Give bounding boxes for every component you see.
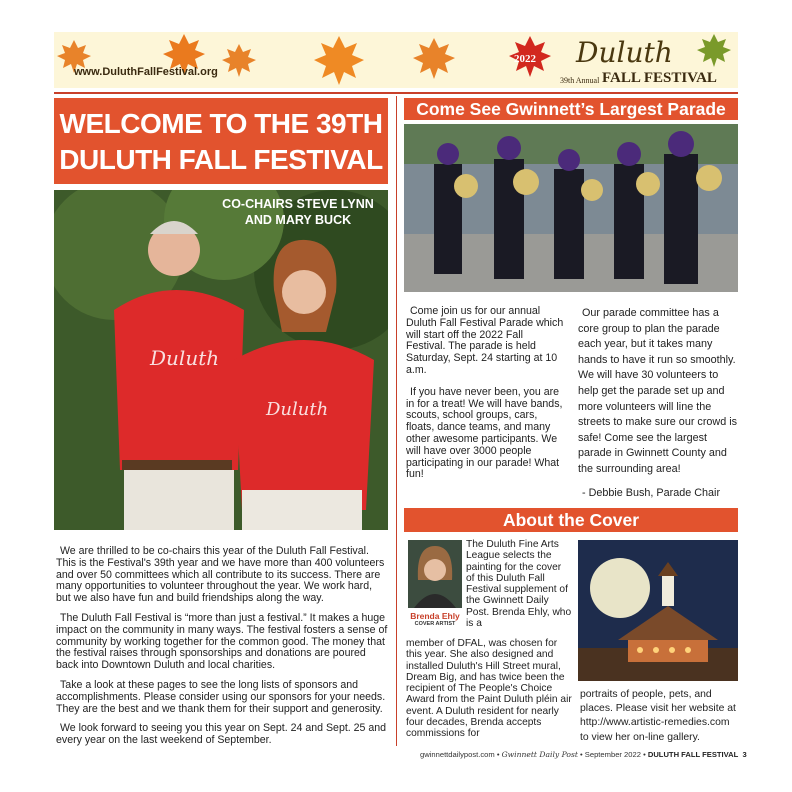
artist-portrait [408,540,462,608]
svg-text:Duluth: Duluth [266,399,329,420]
welcome-title-line-2: DULUTH FALL FESTIVAL [59,144,383,175]
co-chairs-illustration [54,190,388,530]
maple-leaf-icon [314,36,364,85]
parade-section-heading: Come See Gwinnett’s Largest Parade [404,98,738,120]
welcome-paragraph: The Duluth Fall Festival is “more than just a festival.” It makes a huge impact on the community in many ways. The festival fosters a sense of community by working together for the common good. The money that the festival raises through sponsorships and donations are poured back into Downtown Duluth and local charities. [56,611,388,672]
maple-leaf-icon [697,34,731,67]
cover-text-top: The Duluth Fine Arts League selects the painting for the cover of this Duluth Fall Festival supplement of the Gwinnett Daily Post. Brenda Ehly, who is a [466,539,572,630]
artist-name: Brenda Ehly [410,611,460,621]
artist-portrait-illustration [408,540,462,608]
footer-section: DULUTH FALL FESTIVAL [647,750,739,759]
parade-paragraph: Come join us for our annual Duluth Fall Festival Parade which will start off the 2022 Fall Festival. The parade is held Saturday, Sept. 24 starting at 10 a.m. [406,305,564,376]
cover-text-right: portraits of people, pets, and places. Please visit her website at http://www.artistic-remedies.com to view her on-line gallery. [580,689,736,743]
welcome-headline-box [54,98,388,184]
logo-fall-festival: FALL FESTIVAL [602,70,717,86]
welcome-title-line-1: WELCOME TO THE 39TH [59,108,383,139]
parade-article-column-2 [578,306,740,511]
welcome-paragraph: We are thrilled to be co-chairs this year of the Duluth Fall Festival. This is the Festival's 39th year and we have more than 400 volunteers and over 50 committees which all contribute to its success. There are many opportunities to volunteer throughout the year. We work hard, but we also have fun and build friendships along the way. [56,545,385,605]
header-divider [54,92,738,94]
logo-annual: 39th Annual [560,76,600,85]
maple-leaf-icon [413,38,455,79]
page-footer: gwinnettdailypost.com • Gwinnett Daily Post • September 2022 • DULUTH FALL FESTIVAL 3 [420,750,747,759]
logo-year: 2022 [514,53,536,65]
page-number: 3 [742,750,747,759]
marching-band-illustration [404,124,738,292]
maple-leaf-icon [222,44,256,77]
welcome-paragraph: We look forward to seeing you this year on Sept. 24 and Sept. 25 and every year on the last weekend of September. [56,722,387,747]
svg-text:Duluth: Duluth [150,346,220,370]
festival-website-url[interactable]: www.DuluthFallFestival.org [74,66,218,78]
caption-line-1: CO-CHAIRS STEVE LYNN [222,197,374,211]
marching-band-photo [404,124,738,292]
footer-site[interactable]: gwinnettdailypost.com [420,750,495,759]
artist-role: COVER ARTIST [414,621,456,627]
cover-text-bottom: member of DFAL, was chosen for this year. She also designed and installed Duluth's Hill Street mural, Dream Big, and has twice been the recipient of The People's Choice Award from the Paint Duluth pléin air event. A Duluth resident for nearly four decades, Brenda accepts commissions for [406,638,572,740]
co-chairs-photo [54,190,388,530]
gazebo-painting-illustration [578,540,738,681]
parade-signature: - Debbie Bush, Parade Chair [582,486,721,499]
parade-article-column-1 [406,306,564,491]
welcome-paragraph: Take a look at these pages to see the long lists of sponsors and accomplishments. Please consider using our sponsors for your needs. They are the best and we thank them for their support and generosity. [56,678,386,715]
cover-section-heading: About the Cover [404,508,738,532]
footer-paper: Gwinnett Daily Post [501,750,578,759]
parade-paragraph: Our parade committee has a core group to plan the parade each year, but it takes many hands to have it run so smoothly. We will have 30 volunteers to help get the parade set up and more volunteers will line the streets to make sure our crowd is safe! Come see the largest parade in Gwinnett County and the surrounding area! [578,307,738,475]
cover-painting [578,540,738,681]
column-divider [396,96,397,746]
footer-date: September 2022 [584,750,641,759]
caption-line-2: AND MARY BUCK [244,213,352,227]
welcome-article-body [56,546,388,755]
co-chairs-caption [214,196,382,228]
parade-paragraph: If you have never been, you are in for a treat! We will have bands, scouts, school groups, cars, floats, dance teams, and many other awesome participants. We will have over 3000 people participating in our parade! What fun! [406,385,563,481]
logo-duluth-script: Duluth [576,36,673,69]
